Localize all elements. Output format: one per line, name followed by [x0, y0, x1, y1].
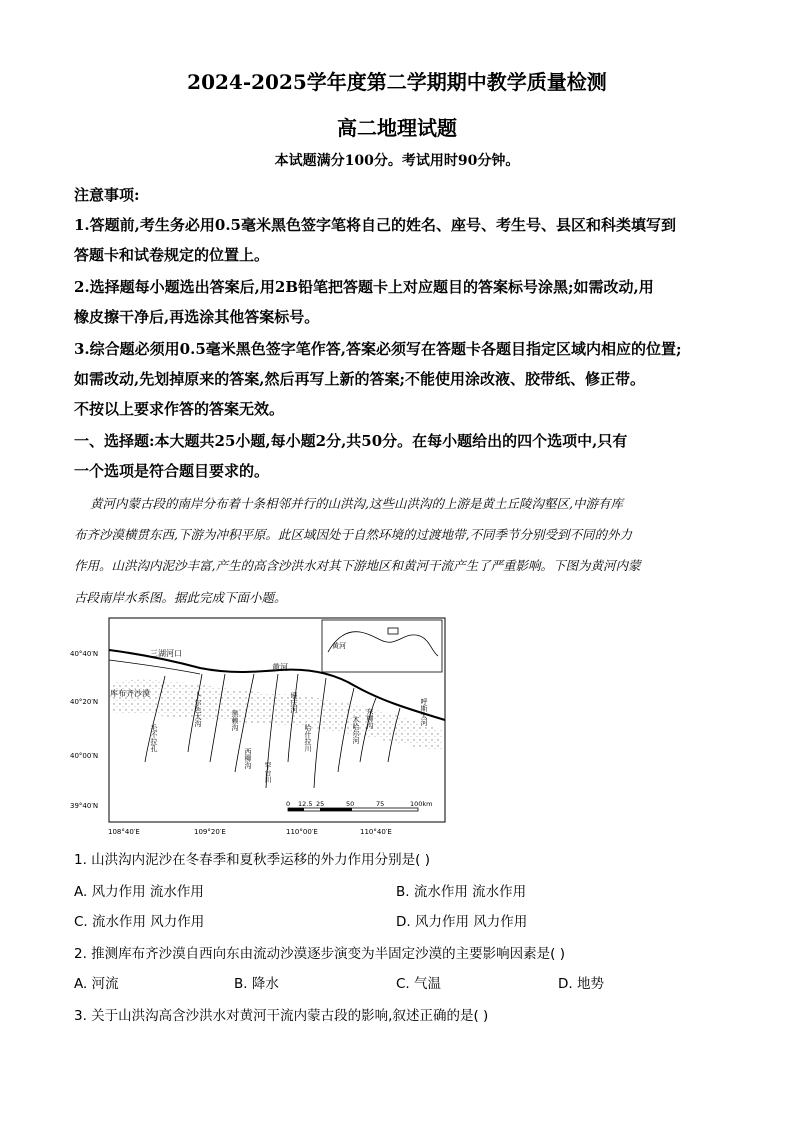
question-1-option-a[interactable]: A. 风力作用 流水作用 — [74, 884, 204, 900]
question-2-option-c[interactable]: C. 气温 — [396, 976, 442, 992]
river-label: 壕庆河 — [290, 692, 298, 713]
notice-item-3c: 不按以上要求作答的答案无效。 — [74, 400, 285, 418]
river-line — [314, 678, 326, 788]
exam-info: 本试题满分100分。考试用时90分钟。 — [274, 153, 520, 169]
question-3-stem: 3. 关于山洪沟高含沙洪水对黄河干流内蒙古段的影响,叙述正确的是( ) — [74, 1008, 489, 1024]
section-line-2: 一个选项是符合题目要求的。 — [74, 462, 270, 480]
scale-tick: 25 — [316, 800, 325, 808]
question-1-stem: 1. 山洪沟内泥沙在冬春季和夏秋季运移的外力作用分别是( ) — [74, 852, 430, 868]
lon-label: 108°40′E — [108, 828, 140, 836]
exam-title: 2024-2025学年度第二学期期中教学质量检测 — [187, 70, 607, 94]
river-label: 呼斯太河 — [420, 698, 428, 726]
scale-tick: 100km — [410, 800, 433, 808]
question-2-option-d[interactable]: D. 地势 — [558, 976, 604, 992]
notice-item-2b: 橡皮擦干净后,再选涂其他答案标号。 — [74, 308, 320, 326]
river-system-map — [70, 612, 450, 840]
river-label: 卜尔色太沟 — [194, 692, 202, 727]
lon-label: 109°20′E — [194, 828, 226, 836]
lat-label: 40°20′N — [70, 698, 99, 706]
river-label: 木哈尔河 — [352, 716, 360, 744]
river-label: 毛不拉孔 — [150, 724, 158, 752]
lon-label: 110°40′E — [360, 828, 392, 836]
sanhu-label: 三湖河口 — [150, 649, 182, 658]
question-2-option-b[interactable]: B. 降水 — [234, 976, 279, 992]
question-2-option-a[interactable]: A. 河流 — [74, 976, 119, 992]
river-label: 罕台川 — [264, 762, 272, 783]
scale-tick: 75 — [376, 800, 385, 808]
notice-heading: 注意事项: — [74, 186, 140, 204]
passage-line-2: 布齐沙漠横贯东西,下游为冲积平原。此区域因处于自然环境的过渡地带,不同季节分别受到不同的外力 — [74, 527, 632, 542]
question-1-option-b[interactable]: B. 流水作用 流水作用 — [396, 884, 527, 900]
question-1-option-d[interactable]: D. 风力作用 风力作用 — [396, 914, 528, 930]
river-label: 哈什拉川 — [304, 724, 312, 752]
huanghe-label: 黄河 — [272, 663, 288, 672]
river-label: 黑赖沟 — [231, 710, 239, 731]
inset-label: 黄河 — [332, 642, 346, 650]
lon-label: 110°00′E — [286, 828, 318, 836]
question-2-stem: 2. 推测库布齐沙漠自西向东由流动沙漠逐步演变为半固定沙漠的主要影响因素是( ) — [74, 946, 565, 962]
notice-item-3a: 3.综合题必须用0.5毫米黑色签字笔作答,答案必须写在答题卡各题目指定区域内相应的位置; — [74, 340, 682, 358]
lat-label: 39°40′N — [70, 802, 99, 810]
question-1-option-c[interactable]: C. 流水作用 风力作用 — [74, 914, 205, 930]
notice-item-1b: 答题卡和试卷规定的位置上。 — [74, 246, 270, 264]
lat-label: 40°40′N — [70, 650, 99, 658]
kubuqi-label: 库布齐沙漠 — [110, 689, 150, 698]
scale-tick: 0 — [286, 800, 291, 808]
passage-line-3: 作用。山洪沟内泥沙丰富,产生的高含沙洪水对其下游地区和黄河干流产生了严重影响。下图为黄河内蒙 — [74, 558, 641, 573]
notice-item-3b: 如需改动,先划掉原来的答案,然后再写上新的答案;不能使用涂改液、胶带纸、修正带。 — [74, 370, 645, 388]
passage-line-1: 黄河内蒙古段的南岸分布着十条相邻并行的山洪沟,这些山洪沟的上游是黄土丘陵沟壑区,中游有库 — [90, 496, 623, 511]
lat-label: 40°00′N — [70, 752, 99, 760]
section-line-1: 一、选择题:本大题共25小题,每小题2分,共50分。在每小题给出的四个选项中,只有 — [74, 432, 628, 450]
passage-line-4: 古段南岸水系图。据此完成下面小题。 — [74, 590, 287, 605]
yellow-river-bank — [109, 660, 200, 674]
scale-tick: 50 — [346, 800, 355, 808]
notice-item-2a: 2.选择题每小题选出答案后,用2B铅笔把答题卡上对应题目的答案标号涂黑;如需改动,用 — [74, 278, 654, 296]
scale-bar — [288, 808, 418, 811]
river-label: 西柳沟 — [244, 748, 252, 769]
exam-subject: 高二地理试题 — [337, 116, 457, 140]
river-label: 东柳沟 — [366, 708, 374, 729]
notice-item-1a: 1.答题前,考生务必用0.5毫米黑色签字笔将自己的姓名、座号、考生号、县区和科类填写到 — [74, 216, 676, 234]
scale-tick: 12.5 — [298, 800, 313, 808]
